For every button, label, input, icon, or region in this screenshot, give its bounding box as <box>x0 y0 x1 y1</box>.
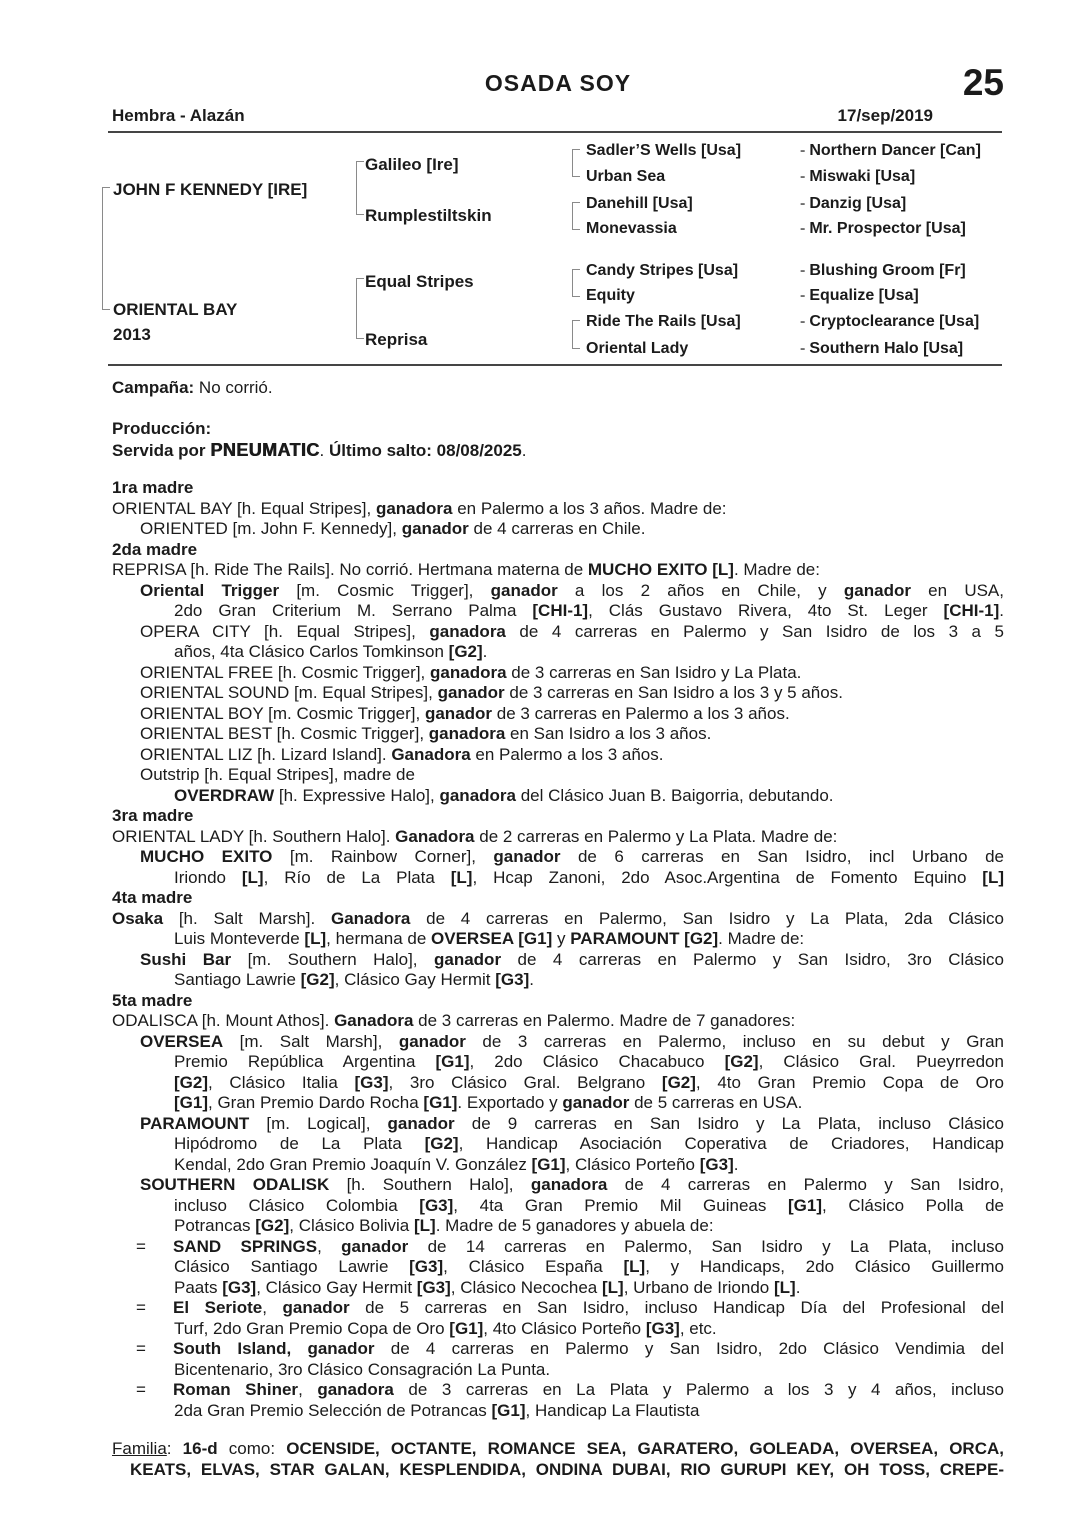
body-line: MUCHO EXITO [m. Rainbow Corner], ganador de 6 carreras en San Isidro, incl Urbano de <box>140 847 1005 866</box>
served-by-label: Servida por <box>112 441 211 460</box>
page-title: OSADA SOY <box>484 70 632 96</box>
gen3-name: Monevassia <box>586 220 677 237</box>
gen3-name: Oriental Lady <box>586 340 689 357</box>
separator-text: . <box>319 441 329 460</box>
body-line: Turf, 2do Gran Premio Copa de Oro [G1], 4to Clásico Porteño [G3], etc. <box>174 1318 717 1338</box>
dam-year: 2013 <box>113 325 151 344</box>
body-line: años, 4ta Clásico Carlos Tomkinson [G2]. <box>174 642 488 661</box>
pedigree-bracket <box>102 187 110 310</box>
body-line: Oriental Trigger [m. Cosmic Trigger], ganador a los 2 años en Chile, y ganador en USA, <box>140 580 1004 600</box>
dam-name: ORIENTAL BAY <box>113 300 238 319</box>
body-line: = SAND SPRINGS, ganador de 14 carreras en Palermo, San Isidro y La Plata, incluso <box>136 1236 1004 1256</box>
gen3-name: Ride The Rails [Usa] <box>586 313 741 330</box>
body-line: = South Island, ganador de 4 carreras en Palermo y San Isidro, 2do Clásico Vendimia del <box>136 1339 1004 1358</box>
pedigree-bracket <box>572 320 580 349</box>
body-line: ORIENTAL BAY [h. Equal Stripes], ganadora en Palermo a los 3 años. Madre de: <box>112 498 727 518</box>
gen3-name: Urban Sea <box>586 168 666 185</box>
pedigree-bracket <box>572 149 580 177</box>
body-line: OVERSEA [m. Salt Marsh], ganador de 3 carreras en Palermo, incluso en su debut y Gran <box>140 1031 1004 1051</box>
gen2-name: Reprisa <box>365 330 428 349</box>
body-line: ORIENTAL SOUND [m. Equal Stripes], ganador de 3 carreras en San Isidro a los 3 y 5 años. <box>140 683 843 702</box>
body-line: Osaka [h. Salt Marsh]. Ganadora de 4 carreras en Palermo, San Isidro y La Plata, 2da Clásico <box>112 908 1005 928</box>
pedigree-bracket <box>572 202 580 230</box>
equals-bullet: = <box>136 1380 146 1399</box>
pedigree-dash: - <box>800 287 806 304</box>
campaign-label: Campaña: <box>112 378 195 397</box>
body-line: PARAMOUNT [m. Logical], ganador de 9 carreras en San Isidro y La Plata, incluso Clásico <box>140 1113 1004 1133</box>
body-line: 3ra madre <box>112 806 194 825</box>
body-line: 2da madre <box>112 539 198 559</box>
body-line: Iriondo [L], Río de La Plata [L], Hcap Zanoni, 2do Asoc.Argentina de Fomento Equino [L] <box>174 867 1004 887</box>
sire-name: JOHN F KENNEDY [IRE] <box>113 180 308 199</box>
body-line: Potrancas [G2], Clásico Bolivia [L]. Madre de 5 ganadores y abuela de: <box>174 1216 714 1235</box>
gen3-name: Danehill [Usa] <box>586 195 693 212</box>
body-line: [G2], Clásico Italia [G3], 3ro Clásico Gral. Belgrano [G2], 4to Gran Premio Copa de Oro <box>174 1072 1004 1092</box>
family-line: Familia: 16-d como: OCENSIDE, OCTANTE, ROMANCE SEA, GARATERO, GOLEADA, OVERSEA, ORCA, <box>112 1439 1004 1458</box>
body-line: 2do Gran Criterium M. Serrano Palma [CHI-1], Clás Gustavo Rivera, 4to St. Leger [CHI-1]. <box>174 601 1004 620</box>
body-line: = El Seriote, ganador de 5 carreras en San Isidro, incluso Handicap Día del Profesional del <box>136 1298 1004 1317</box>
body-line: OVERDRAW [h. Expressive Halo], ganadora del Clásico Juan B. Baigorria, debutando. <box>174 785 834 805</box>
body-line: = Roman Shiner, ganadora de 3 carreras en La Plata y Palermo a los 3 y 4 años, incluso <box>136 1380 1005 1399</box>
family-note <box>112 1439 1004 1480</box>
gen4-name: - Miswaki [Usa] <box>800 168 916 185</box>
gen3-name: Sadler’S Wells [Usa] <box>586 142 742 159</box>
gen4-name: - Blushing Groom [Fr] <box>800 262 966 279</box>
body-line: Outstrip [h. Equal Stripes], madre de <box>140 765 415 784</box>
gen4-name: - Southern Halo [Usa] <box>800 340 964 357</box>
body-line: OPERA CITY [h. Equal Stripes], ganadora de 4 carreras en Palermo y San Isidro de los 3 a 5 <box>140 621 1004 641</box>
production-heading <box>112 419 211 439</box>
equals-bullet: = <box>136 1236 146 1256</box>
produce-record <box>112 478 1004 1480</box>
body-line: Hipódromo de La Plata [G2], Handicap Asociación Coperativa de Criadores, Handicap <box>174 1134 1005 1153</box>
campaign-text: No corrió. <box>194 378 273 397</box>
body-line: Kendal, 2do Gran Premio Joaquín V. González [G1], Clásico Porteño [G3]. <box>174 1154 739 1174</box>
body-line: [G1], Gran Premio Dardo Rocha [G1]. Exportado y ganador de 5 carreras en USA. <box>174 1093 803 1112</box>
sale-date: 17/sep/2019 <box>837 106 933 125</box>
pedigree-dash: - <box>800 195 806 212</box>
hip-number: 25 <box>962 62 1004 103</box>
pedigree-bracket <box>356 161 364 215</box>
equals-bullet: = <box>136 1298 146 1317</box>
gen4-name: - Northern Dancer [Can] <box>800 142 981 159</box>
body-line: Clásico Santiago Lawrie [G3], Clásico España [L], y Handicaps, 2do Clásico Guillermo <box>174 1257 1004 1276</box>
pedigree-dash: - <box>800 313 806 330</box>
body-line: ORIENTAL LADY [h. Southern Halo]. Ganadora de 2 carreras en Palermo y La Plata. Madre de: <box>112 826 838 846</box>
pedigree-dash: - <box>800 340 806 357</box>
production-heading-label: Producción: <box>112 419 212 438</box>
body-line: ORIENTAL FREE [h. Cosmic Trigger], ganadora de 3 carreras en San Isidro y La Plata. <box>140 662 802 682</box>
body-line: REPRISA [h. Ride The Rails]. No corrió. Hertmana materna de MUCHO EXITO [L]. Madre de: <box>112 560 820 579</box>
gen3-name: Candy Stripes [Usa] <box>586 262 739 279</box>
body-line: Bicentenario, 3ro Clásico Consagración La Punta. <box>174 1359 551 1379</box>
period-text: . <box>521 441 527 460</box>
body-line: Luis Monteverde [L], hermana de OVERSEA [G1] y PARAMOUNT [G2]. Madre de: <box>174 929 805 948</box>
gen4-name: - Mr. Prospector [Usa] <box>800 220 966 237</box>
body-line: ORIENTAL BOY [m. Cosmic Trigger], ganador de 3 carreras en Palermo a los 3 años. <box>140 703 790 723</box>
body-line: 4ta madre <box>112 888 193 907</box>
gen2-name: Equal Stripes <box>365 272 474 291</box>
gen3-name: Equity <box>586 287 635 304</box>
body-line: 1ra madre <box>112 478 194 497</box>
gen2-name: Galileo [Ire] <box>365 155 459 174</box>
gen4-name: - Equalize [Usa] <box>800 287 919 304</box>
body-line: ORIENTAL BEST [h. Cosmic Trigger], ganadora en San Isidro a los 3 años. <box>140 724 712 743</box>
family-line: KEATS, ELVAS, STAR GALAN, KESPLENDIDA, ONDINA DUBAI, RIO GURUPI KEY, OH TOSS, CREPE- <box>130 1459 1004 1479</box>
body-line: incluso Clásico Colombia [G3], 4ta Gran Premio Mil Guineas [G1], Clásico Polla de <box>174 1195 1005 1215</box>
pedigree-dash: - <box>800 262 806 279</box>
sex-color-line: Hembra - Alazán <box>112 106 245 125</box>
pedigree-bracket <box>356 278 364 339</box>
stallion-name: PNEUMATIC <box>210 440 320 460</box>
gen4-name: - Danzig [Usa] <box>800 195 907 212</box>
pedigree-dash: - <box>800 220 806 237</box>
last-cover-text: Último salto: 08/08/2025 <box>328 441 522 460</box>
body-line: ORIENTAL LIZ [h. Lizard Island]. Ganadora en Palermo a los 3 años. <box>140 744 664 764</box>
pedigree-dash: - <box>800 142 806 159</box>
pedigree-bottom-rule <box>108 364 1002 366</box>
body-line: Sushi Bar [m. Southern Halo], ganador de 4 carreras en Palermo y San Isidro, 3ro Clásico <box>140 949 1005 969</box>
body-line: Santiago Lawrie [G2], Clásico Gay Hermit [G3]. <box>174 970 534 989</box>
equals-bullet: = <box>136 1339 146 1358</box>
pedigree-dash: - <box>800 168 806 185</box>
gen4-name: - Cryptoclearance [Usa] <box>800 313 980 330</box>
production-line <box>112 440 526 461</box>
body-line: ORIENTED [m. John F. Kennedy], ganador de 4 carreras en Chile. <box>140 519 646 538</box>
pedigree-bracket <box>572 269 580 297</box>
body-line: Paats [G3], Clásico Gay Hermit [G3], Clásico Necochea [L], Urbano de Iriondo [L]. <box>174 1277 801 1297</box>
body-line: Premio República Argentina [G1], 2do Clásico Chacabuco [G2], Clásico Gral. Pueyrredon <box>174 1052 1004 1071</box>
campaign-line <box>112 378 273 398</box>
top-rule <box>108 131 1002 133</box>
gen2-name: Rumplestiltskin <box>365 206 492 225</box>
body-line: SOUTHERN ODALISK [h. Southern Halo], ganadora de 4 carreras en Palermo y San Isidro, <box>140 1175 1005 1194</box>
body-line: 2da Gran Premio Selección de Potrancas [G1], Handicap La Flautista <box>174 1400 700 1420</box>
body-line: ODALISCA [h. Mount Athos]. Ganadora de 3 carreras en Palermo. Madre de 7 ganadores: <box>112 1011 796 1030</box>
body-line: 5ta madre <box>112 990 193 1010</box>
